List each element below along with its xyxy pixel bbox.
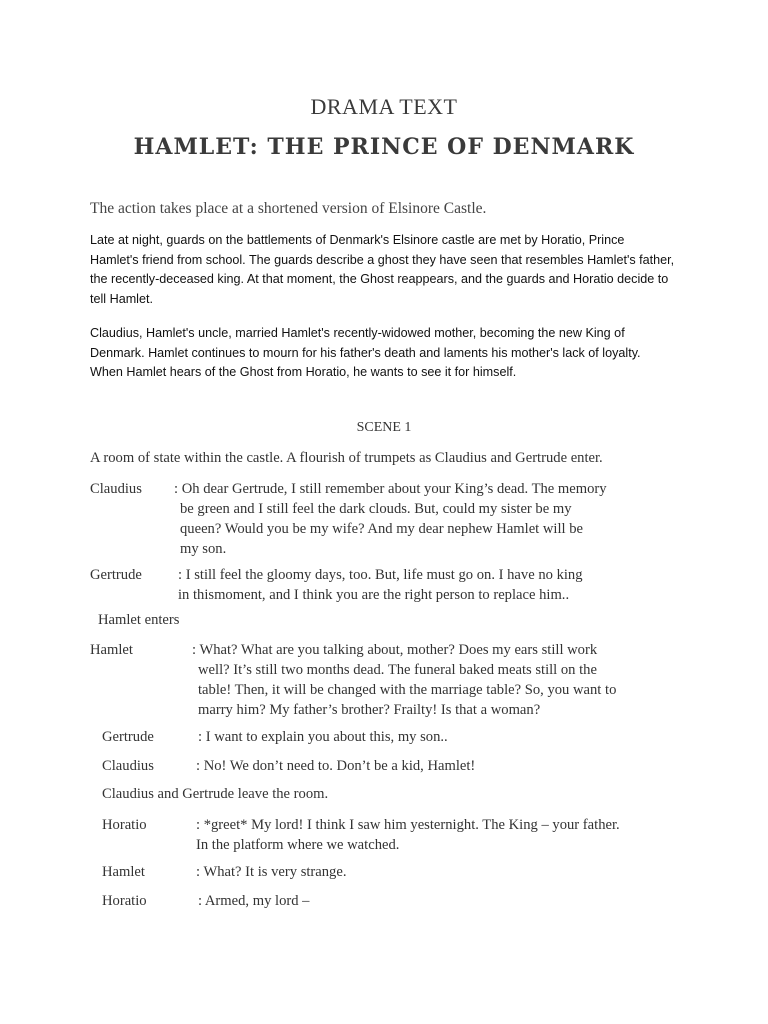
synopsis-line: Denmark. Hamlet continues to mourn for his father's death and laments his mother's lack of loyalty.	[90, 345, 641, 360]
speech-line: : What? It is very strange.	[196, 864, 347, 880]
synopsis-line: When Hamlet hears of the Ghost from Horatio, he wants to see it for himself.	[90, 365, 517, 380]
speaker-name: Claudius	[90, 481, 142, 497]
speaker-name: Gertrude	[102, 729, 154, 745]
stage-direction-hamlet-enters: Hamlet enters	[98, 612, 180, 628]
speaker-name: Hamlet	[102, 864, 145, 880]
scene-label: SCENE 1	[356, 420, 412, 435]
speech-line: marry him? My father’s brother? Frailty! Is that a woman?	[198, 702, 541, 718]
speech-text	[196, 756, 475, 776]
scene-setting: A room of state within the castle. A flourish of trumpets as Claudius and Gertrude enter.	[90, 450, 603, 466]
speech-line: : What? What are you talking about, mother? Does my ears still work	[192, 642, 598, 658]
speech-line: : No! We don’t need to. Don’t be a kid, Hamlet!	[196, 758, 476, 774]
speech-line: well? It’s still two months dead. The funeral baked meats still on the	[198, 662, 597, 678]
speaker-name: Gertrude	[90, 567, 142, 583]
speech-line: : Armed, my lord –	[198, 893, 310, 909]
synopsis-line: Hamlet's friend from school. The guards describe a ghost they have seen that resembles Hamlet's father,	[90, 252, 675, 267]
speech-line: : I still feel the gloomy days, too. But, life must go on. I have no king	[178, 567, 583, 583]
speech-text	[196, 815, 620, 855]
speaker-name: Horatio	[102, 893, 147, 909]
speech-text	[198, 727, 448, 747]
speech-line: : I want to explain you about this, my son..	[198, 729, 448, 745]
synopsis-line: Late at night, guards on the battlements of Denmark's Elsinore castle are met by Horatio, Prince	[90, 233, 625, 247]
speech-text	[192, 640, 616, 720]
intro-lead: The action takes place at a shortened version of Elsinore Castle.	[90, 200, 487, 217]
speech-line: my son.	[180, 541, 227, 557]
speaker-name: Horatio	[102, 817, 147, 833]
speaker-name: Hamlet	[90, 642, 133, 658]
speech-line: : *greet* My lord! I think I saw him yesternight. The King – your father.	[196, 817, 620, 833]
speech-line: in thismoment, and I think you are the right person to replace him..	[178, 587, 570, 603]
speech-line: : Oh dear Gertrude, I still remember about your King’s dead. The memory	[174, 481, 607, 497]
speech-text	[198, 891, 309, 911]
synopsis-line: the recently-deceased king. At that moment, the Ghost reappears, and the guards and Horatio decide to	[90, 272, 669, 287]
synopsis-paragraph-2	[90, 324, 690, 383]
stage-direction-leave: Claudius and Gertrude leave the room.	[102, 786, 329, 802]
drama-label: DRAMA TEXT	[310, 94, 458, 119]
speaker-name: Claudius	[102, 758, 154, 774]
synopsis-paragraph-1	[90, 231, 690, 309]
speech-line: table! Then, it will be changed with the marriage table? So, you want to	[198, 682, 617, 698]
speech-line: be green and I still feel the dark clouds. But, could my sister be my	[180, 501, 572, 517]
synopsis-line: Claudius, Hamlet's uncle, married Hamlet's recently-widowed mother, becoming the new King of	[90, 326, 625, 340]
speech-text	[174, 479, 607, 559]
speech-line: queen? Would you be my wife? And my dear nephew Hamlet will be	[180, 521, 584, 537]
play-title: HAMLET: THE PRINCE OF DENMARK	[133, 134, 635, 160]
synopsis-line: tell Hamlet.	[90, 291, 153, 306]
speech-text	[196, 862, 346, 882]
speech-line: In the platform where we watched.	[196, 837, 400, 853]
speech-text	[178, 565, 583, 605]
